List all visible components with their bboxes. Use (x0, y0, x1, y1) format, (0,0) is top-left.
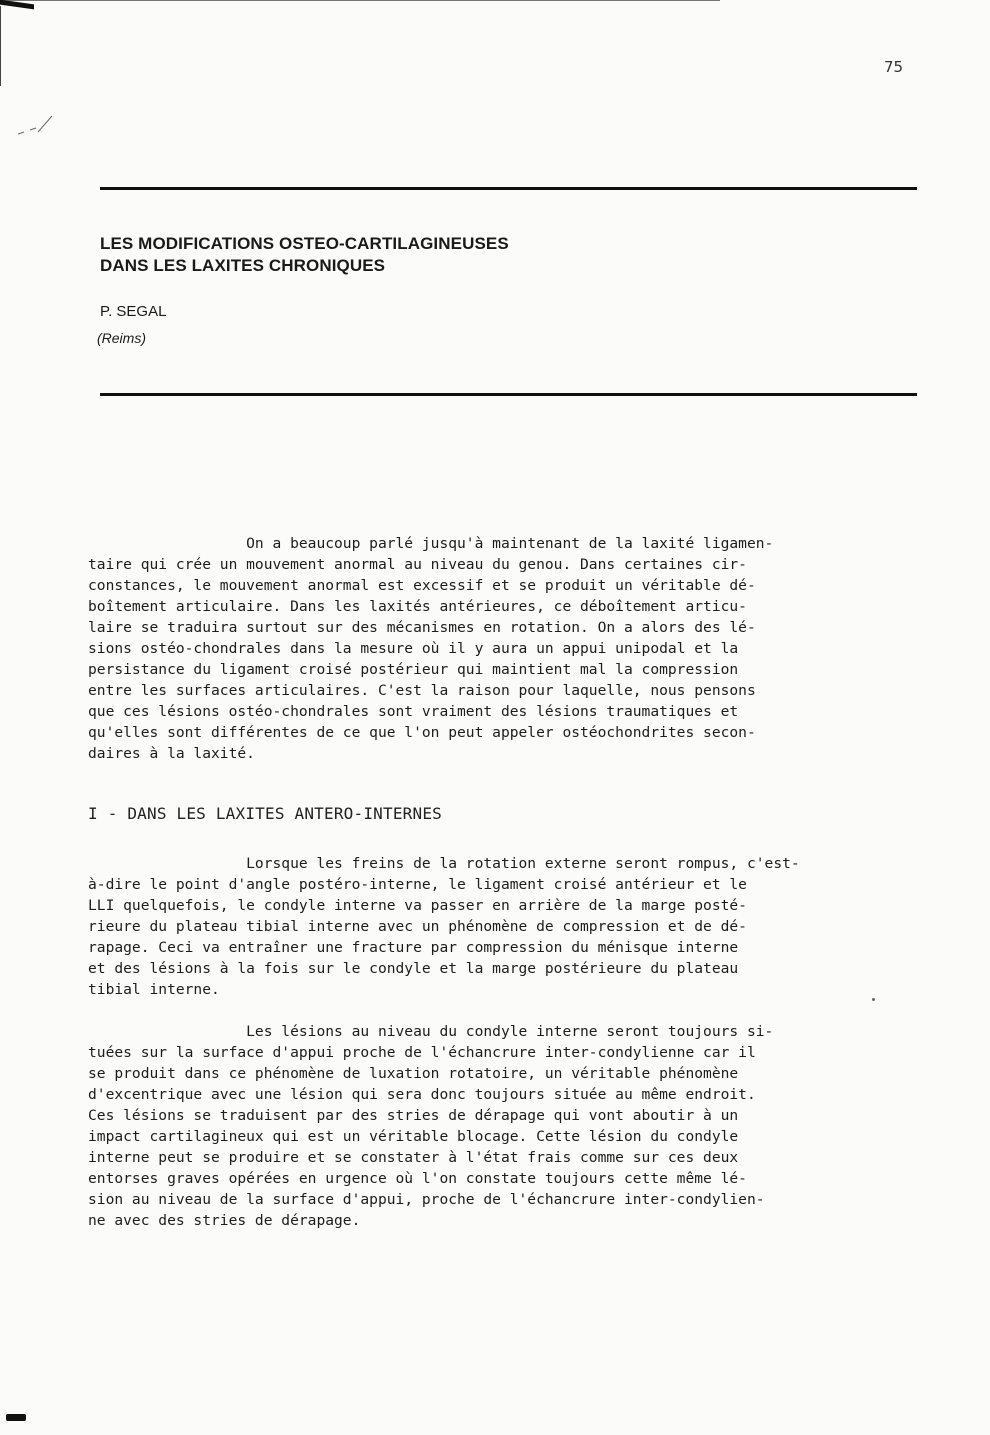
page-number: 75 (884, 58, 904, 76)
article-title (100, 233, 509, 277)
scan-mark-bottom-left (6, 1414, 26, 1421)
scan-edge-left (0, 6, 1, 86)
section-heading: I - DANS LES LAXITES ANTERO-INTERNES (88, 804, 442, 823)
author-name: P. SEGAL (100, 303, 167, 320)
scan-edge-top (0, 0, 720, 1)
header-rule-top (100, 187, 917, 190)
article-title-line-1: LES MODIFICATIONS OSTEO-CARTILAGINEUSES (100, 234, 509, 253)
scan-mark-top-left (0, 0, 34, 9)
scan-dot (872, 998, 875, 1001)
body-paragraph-2: Les lésions au niveau du condyle interne seront toujours si- tuées sur la surface d'appui proche de l'échancrure inter-condylienne car il se produit dans ce phénomène de luxation rotatoire, un véritable phénomène d'excentrique avec une lésion qui sera donc toujours située au même endroit. Ces lésions se traduisent par des stries de dérapage qui vont aboutir à un impact cartilagineux qui est un véritable blocage. Cette lésion du condyle interne peut se produire et se constater à l'état frais comme sur ces deux entorses graves opérées en urgence où l'on constate toujours cette même lé- sion au niveau de la surface d'appui, proche de l'échancrure inter-condylien- ne avec des stries de dérapage. (88, 1023, 774, 1229)
pen-tick-mark (16, 112, 56, 142)
author-affiliation: (Reims) (97, 330, 146, 346)
header-rule-bottom (100, 393, 917, 396)
article-title-line-2: DANS LES LAXITES CHRONIQUES (100, 256, 386, 275)
body-paragraph-1: Lorsque les freins de la rotation externe seront rompus, c'est- à-dire le point d'angle postéro-interne, le ligament croisé antérieur et le LLI quelquefois, le condyle interne va passer en arrière de la marge posté- rieure du plateau tibial interne avec un phénomène de compression et de dé- rapage. Ceci va entraîner une fracture par compression du ménisque interne et des lésions à la fois sur le condyle et la marge postérieure du plateau tibial interne. (88, 855, 800, 998)
intro-paragraph: On a beaucoup parlé jusqu'à maintenant de la laxité ligamen- taire qui crée un mouvement anormal au niveau du genou. Dans certaines cir- constances, le mouvement anormal est excessif et se produit un véritable dé- boîtement articulaire. Dans les laxités antérieures, ce déboîtement articu- laire se traduira surtout sur des mécanismes en rotation. On a alors des lé- sions ostéo-chondrales dans la mesure où il y aura un appui unipodal et la persistance du ligament croisé postérieur qui maintient mal la compression entre les surfaces articulaires. C'est la raison pour laquelle, nous pensons que ces lésions ostéo-chondrales sont vraiment des lésions traumatiques et qu'elles sont différentes de ce que l'on peut appeler ostéochondrites secon- daires à la laxité. (88, 535, 774, 762)
